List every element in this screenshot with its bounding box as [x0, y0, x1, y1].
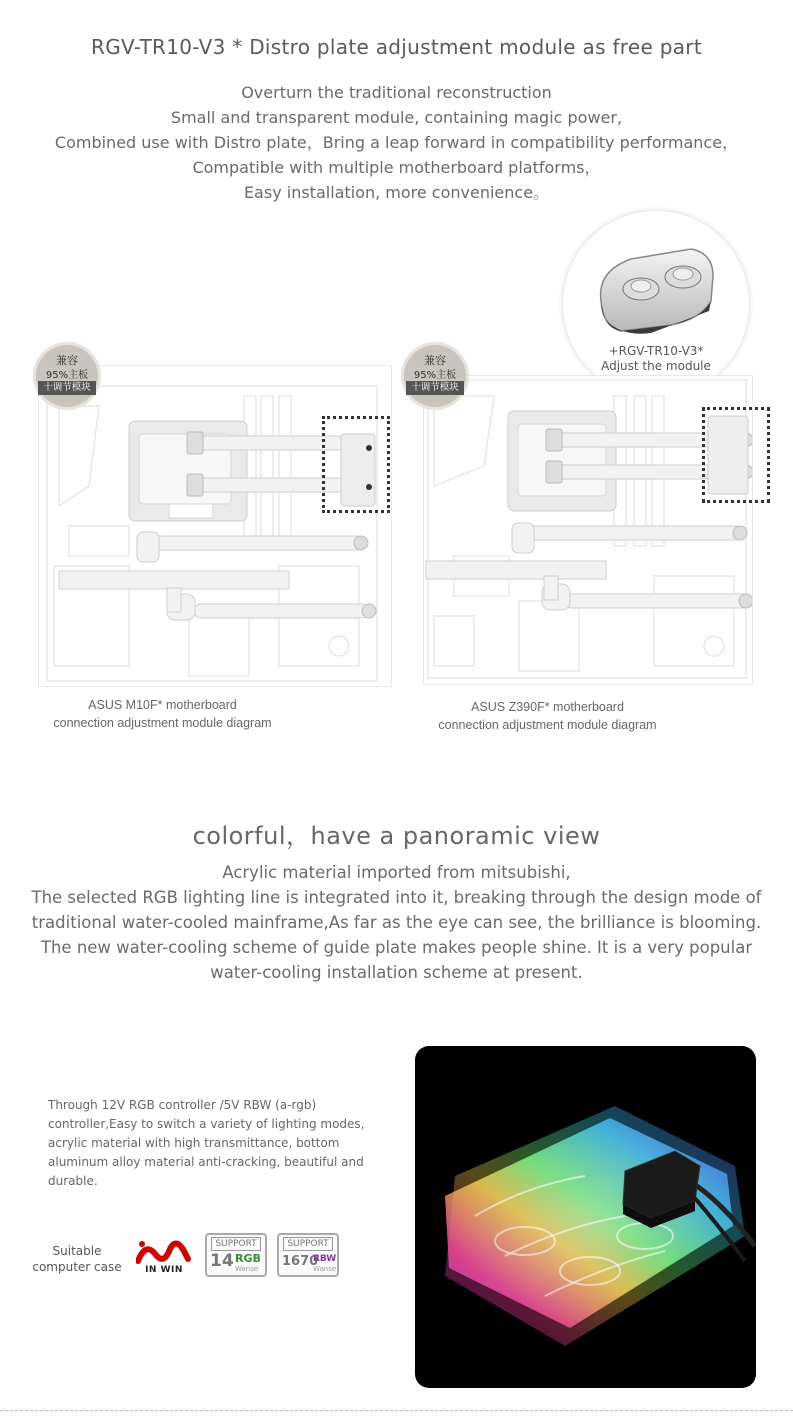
- section-line: The selected RGB lighting line is integrated into it, breaking through the design mode of: [31, 888, 762, 907]
- support-label: SUPPORT: [283, 1237, 333, 1251]
- intro-line: Easy installation, more convenience。: [243, 183, 550, 202]
- diagram-caption: [20, 696, 305, 732]
- rgb-distro-plate-image: [415, 1046, 756, 1388]
- section-line: traditional water-cooled mainframe,As far as the eye can see, the brilliance is blooming.: [31, 913, 762, 932]
- suitable-line: computer case: [32, 1260, 122, 1274]
- caption-line: ASUS Z390F* motherboard: [471, 700, 624, 714]
- module-name: +RGV-TR10-V3*: [608, 344, 704, 358]
- intro-line: Small and transparent module, containing magic power,: [170, 108, 623, 127]
- feature-line: Through 12V RGB controller /5V RBW (a-rgb): [48, 1098, 317, 1112]
- caption-line: ASUS M10F* motherboard: [88, 698, 237, 712]
- diagram-caption: [415, 698, 680, 734]
- page-title: RGV-TR10-V3 * Distro plate adjustment module as free part: [91, 35, 702, 59]
- module-product-image: [591, 241, 721, 341]
- suitable-line: Suitable: [52, 1244, 102, 1258]
- support-sub: Wanse: [235, 1265, 259, 1273]
- motherboard-diagram-m10f: [38, 365, 392, 687]
- section-line: Acrylic material imported from mitsubishi,: [222, 863, 571, 882]
- support-rbw-badge: [277, 1233, 339, 1277]
- feature-line: aluminum alloy material anti-cracking, beautiful and: [48, 1155, 364, 1169]
- badge-line: 十调节模块: [38, 381, 96, 395]
- support-label: SUPPORT: [211, 1237, 261, 1251]
- feature-description: [48, 1096, 388, 1191]
- badge-line: 95%主板: [45, 370, 89, 381]
- product-photo: [415, 1046, 756, 1388]
- badge-line: 十调节模块: [406, 381, 464, 395]
- badge-line: 95%主板: [413, 370, 457, 381]
- caption-line: connection adjustment module diagram: [53, 716, 272, 730]
- compatibility-badge: [36, 345, 98, 407]
- support-brand: RGB: [235, 1252, 261, 1265]
- support-brand: RBW: [313, 1254, 337, 1264]
- support-rgb-badge: [205, 1233, 267, 1277]
- caption-line: connection adjustment module diagram: [438, 718, 657, 732]
- feature-line: durable.: [48, 1174, 98, 1188]
- intro-text: [0, 80, 793, 205]
- intro-line: Compatible with multiple motherboard platforms，: [192, 158, 601, 177]
- section-line: water-cooling installation scheme at present.: [210, 963, 583, 982]
- support-number: 1670: [282, 1254, 319, 1269]
- badge-line: 兼容: [424, 354, 446, 367]
- feature-line: controller,Easy to switch a variety of lighting modes,: [48, 1117, 365, 1131]
- inwin-brand: IN WIN: [145, 1265, 183, 1275]
- inwin-mark-icon: [136, 1235, 192, 1265]
- m10f-board-illustration: [39, 366, 391, 686]
- support-sub: Wanse: [313, 1265, 337, 1273]
- intro-line: Overturn the traditional reconstruction: [241, 83, 552, 102]
- suitable-label: [26, 1243, 128, 1275]
- section-line: The new water-cooling scheme of guide plate makes people shine. It is a very popular: [40, 938, 753, 957]
- intro-line: Combined use with Distro plate，Bring a leap forward in compatibility performance，: [54, 133, 739, 152]
- adjust-module-highlight: [322, 416, 390, 513]
- support-number: 14: [210, 1251, 234, 1271]
- module-desc: Adjust the module: [601, 359, 711, 373]
- section-title: colorful，have a panoramic view: [192, 822, 601, 850]
- section-text: [0, 860, 793, 985]
- badge-line: 兼容: [56, 354, 78, 367]
- compatibility-badge: [404, 345, 466, 407]
- adjust-module-highlight: [702, 407, 770, 503]
- feature-line: acrylic material with high transmittance, bottom: [48, 1136, 340, 1150]
- inwin-logo: [136, 1235, 192, 1277]
- bottom-divider: [0, 1410, 793, 1411]
- module-callout: [563, 211, 749, 397]
